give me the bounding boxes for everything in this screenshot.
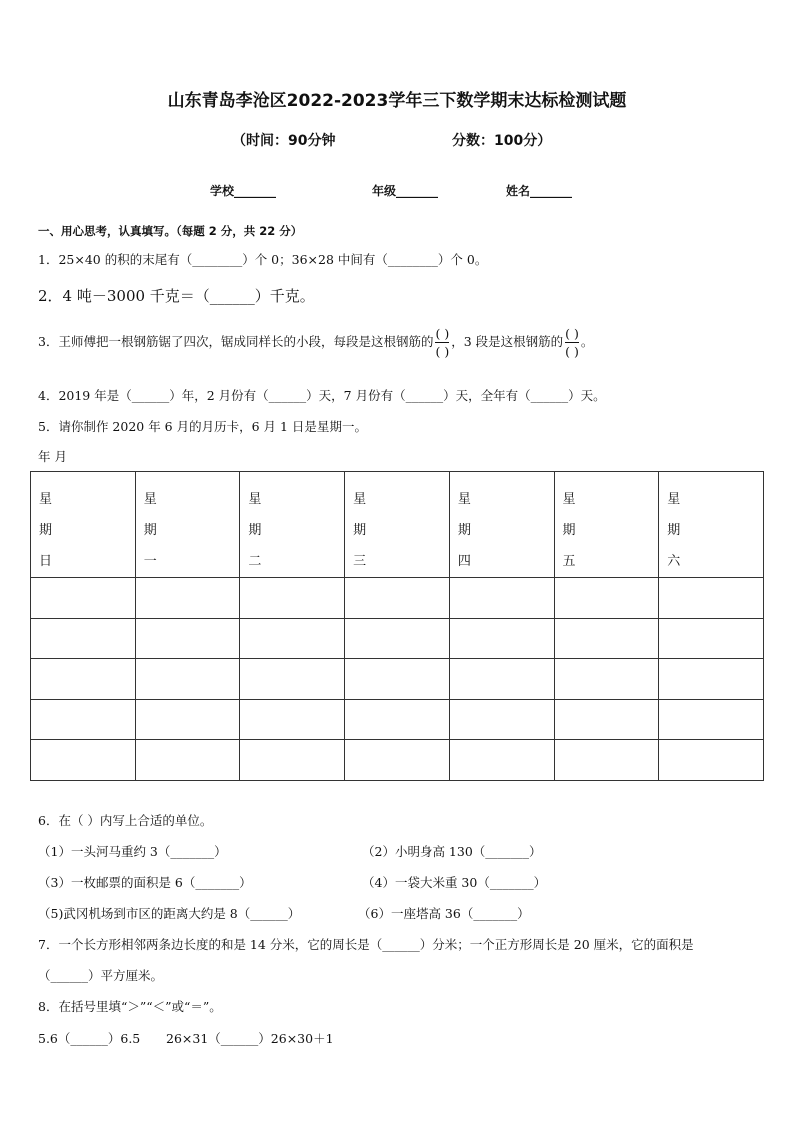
calendar-cell[interactable] xyxy=(135,740,240,781)
calendar-cell[interactable] xyxy=(554,740,659,781)
calendar-cell[interactable] xyxy=(31,740,136,781)
exam-score: 分数：100分） xyxy=(452,133,552,149)
question-7-line-2: （______）平方厘米。 xyxy=(38,968,164,983)
calendar-cell[interactable] xyxy=(554,618,659,659)
calendar-row xyxy=(31,618,764,659)
q6-item: （4）一袋大米重 30（_______） xyxy=(362,875,547,890)
calendar-row xyxy=(31,578,764,619)
calendar-cell[interactable] xyxy=(345,699,450,740)
calendar-cell[interactable] xyxy=(31,618,136,659)
calendar-cell[interactable] xyxy=(31,659,136,700)
calendar-cell[interactable] xyxy=(449,699,554,740)
calendar-cell[interactable] xyxy=(31,578,136,619)
q8-item: 26×31（______）26×30＋1 xyxy=(166,1031,334,1046)
calendar-cell[interactable] xyxy=(659,578,764,619)
exam-time: （时间：90分钟 xyxy=(232,133,336,149)
grade-field[interactable]: 年级_______ xyxy=(372,184,439,198)
question-2: 2．4 吨－3000 千克＝（______）千克。 xyxy=(38,287,315,305)
section-heading: 一、用心思考，认真填写。（每题 2 分，共 22 分） xyxy=(38,224,303,238)
name-field[interactable]: 姓名_______ xyxy=(506,184,573,198)
calendar-cell[interactable] xyxy=(449,740,554,781)
q6-item: （2）小明身高 130（_______） xyxy=(362,844,542,859)
calendar-cell[interactable] xyxy=(135,618,240,659)
q8-item: 5.6（______）6.5 xyxy=(38,1031,141,1046)
question-1: 1．25×40 的积的末尾有（________）个 0；36×28 中间有（________）个 0。 xyxy=(38,252,488,267)
calendar-cell[interactable] xyxy=(345,659,450,700)
weekday-header: 星 期 五 xyxy=(554,472,659,578)
fraction-blank-1[interactable]: $\frac{( )}{( )}$ xyxy=(435,326,450,359)
calendar-cell[interactable] xyxy=(240,699,345,740)
weekday-header: 星 期 六 xyxy=(659,472,764,578)
question-6: 6．在（ ）内写上合适的单位。 xyxy=(38,813,213,828)
calendar-row xyxy=(31,699,764,740)
calendar-cell[interactable] xyxy=(345,618,450,659)
fraction-blank-2[interactable]: $\frac{( )}{( )}$ xyxy=(565,326,579,359)
calendar-label: 年 月 xyxy=(38,449,67,464)
calendar-cell[interactable] xyxy=(554,578,659,619)
calendar-cell[interactable] xyxy=(240,659,345,700)
calendar-cell[interactable] xyxy=(135,578,240,619)
q6-item: （5)武冈机场到市区的距离大约是 8（______） xyxy=(38,906,301,921)
page-title: 山东青岛李沧区2022-2023学年三下数学期末达标检测试题 xyxy=(167,91,627,111)
calendar-cell[interactable] xyxy=(31,699,136,740)
question-5: 5．请你制作 2020 年 6 月的月历卡，6 月 1 日是星期一。 xyxy=(38,419,367,434)
calendar-cell[interactable] xyxy=(659,699,764,740)
q3-text-1: 3．王师傅把一根钢筋锯了四次，锯成同样长的小段，每段是这根钢筋的 xyxy=(38,334,434,349)
calendar-row xyxy=(31,659,764,700)
question-7-line-1: 7．一个长方形相邻两条边长度的和是 14 分米，它的周长是（______）分米；一个正方形周长是 20 厘米，它的面积是 xyxy=(38,937,694,952)
weekday-header: 星 期 二 xyxy=(240,472,345,578)
weekday-header: 星 期 日 xyxy=(31,472,136,578)
question-8: 8．在括号里填“＞”“＜”或“＝”。 xyxy=(38,999,222,1014)
calendar-cell[interactable] xyxy=(554,659,659,700)
weekday-header: 星 期 一 xyxy=(135,472,240,578)
q3-text-2: ，3 段是这根钢筋的 xyxy=(451,334,564,349)
q6-item: （1）一头河马重约 3（_______） xyxy=(38,844,227,859)
calendar-cell[interactable] xyxy=(449,578,554,619)
calendar-cell[interactable] xyxy=(659,659,764,700)
calendar-cell[interactable] xyxy=(659,740,764,781)
calendar-cell[interactable] xyxy=(345,740,450,781)
calendar-cell[interactable] xyxy=(135,699,240,740)
q6-item: （3）一枚邮票的面积是 6（_______） xyxy=(38,875,252,890)
calendar-cell[interactable] xyxy=(449,618,554,659)
calendar-cell[interactable] xyxy=(240,618,345,659)
q3-text-3: 。 xyxy=(580,334,594,349)
calendar-table xyxy=(30,471,764,781)
calendar-row xyxy=(31,740,764,781)
weekday-header: 星 期 三 xyxy=(345,472,450,578)
q6-item: （6）一座塔高 36（_______） xyxy=(358,906,530,921)
calendar-cell[interactable] xyxy=(240,578,345,619)
calendar-cell[interactable] xyxy=(240,740,345,781)
calendar-cell[interactable] xyxy=(554,699,659,740)
calendar-cell[interactable] xyxy=(659,618,764,659)
school-field[interactable]: 学校_______ xyxy=(210,184,277,198)
question-4: 4．2019 年是（______）年，2 月份有（______）天，7 月份有（______）天，全年有（______）天。 xyxy=(38,388,606,403)
calendar-cell[interactable] xyxy=(345,578,450,619)
calendar-cell[interactable] xyxy=(449,659,554,700)
question-3 xyxy=(38,325,593,360)
calendar-cell[interactable] xyxy=(135,659,240,700)
weekday-header: 星 期 四 xyxy=(449,472,554,578)
